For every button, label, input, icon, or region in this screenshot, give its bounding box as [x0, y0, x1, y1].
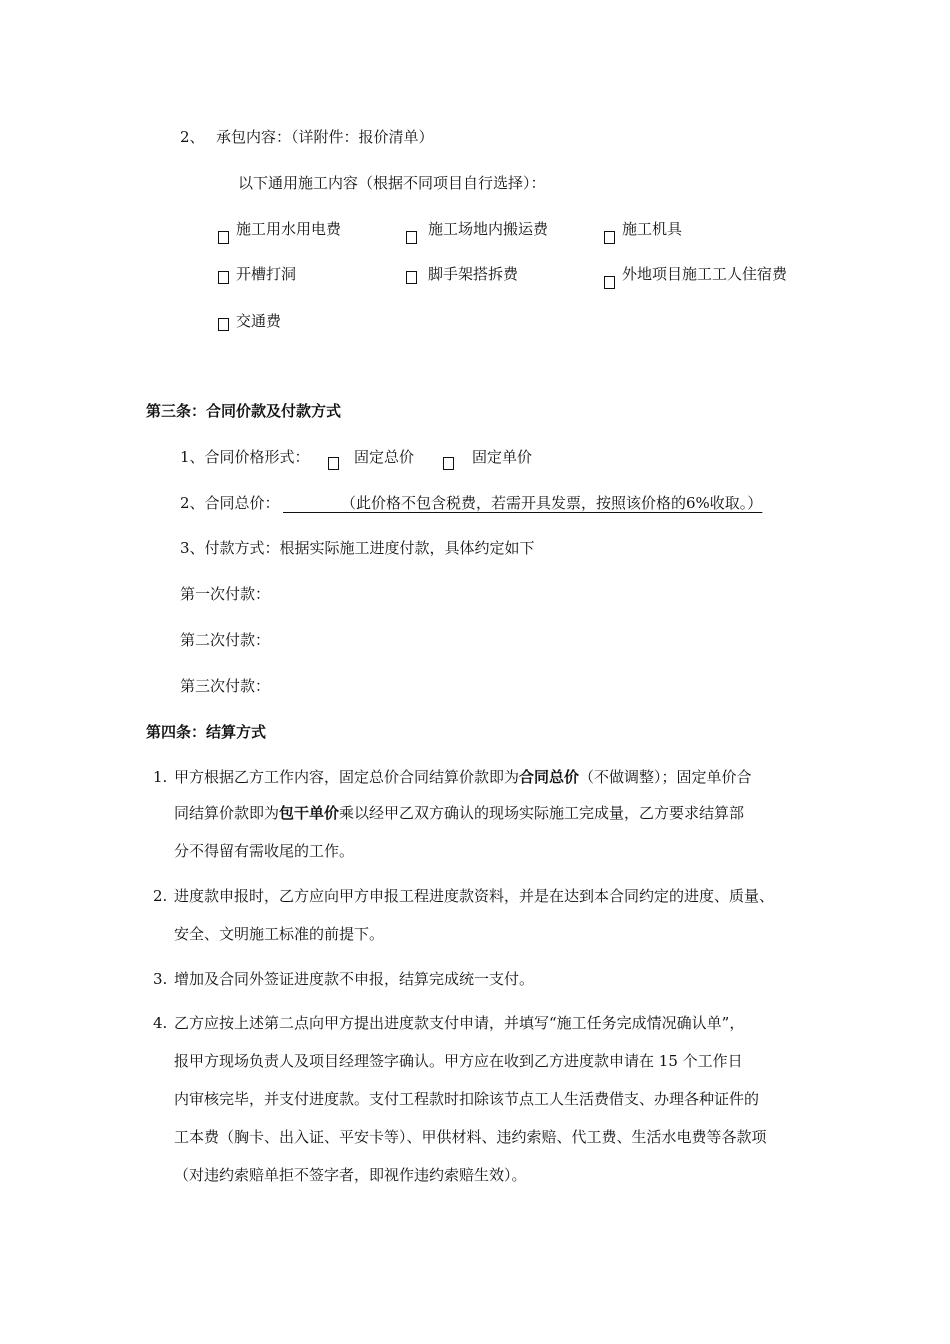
option-label: 交通费 — [236, 312, 282, 330]
item-number: 1. — [153, 768, 168, 786]
item-text: 增加及合同外签证进度款不申报，结算完成统一支付。 — [174, 970, 535, 988]
option-label: 施工场地内搬运费 — [428, 220, 549, 238]
checkbox-option-3[interactable] — [604, 231, 615, 244]
option-label: 固定单价 — [472, 448, 533, 466]
option-label: 施工用水用电费 — [236, 220, 342, 238]
item-text-emphasis: 合同总价 — [519, 768, 580, 786]
checkbox-option-4[interactable] — [218, 271, 229, 284]
payment-third: 第三次付款： — [180, 677, 271, 695]
checkbox-option-7[interactable] — [218, 318, 229, 331]
option-label: 外地项目施工工人住宿费 — [622, 265, 788, 283]
option-label: 开槽打洞 — [236, 265, 297, 283]
item-text-part: 甲方根据乙方工作内容，固定总价合同结算价款即为 — [174, 768, 520, 786]
item-text-part: （不做调整）；固定单价合 — [579, 768, 752, 786]
total-price-underline — [283, 512, 343, 513]
total-price-note: （此价格不包含税费，若需开具发票，按照该价格的6%收取。） — [341, 494, 763, 512]
item-text-part: 同结算价款即为 — [174, 804, 280, 822]
checkbox-option-2[interactable] — [406, 231, 417, 244]
article-heading: 第四条：结算方式 — [146, 723, 267, 741]
option-label: 施工机具 — [622, 220, 683, 238]
item-text — [174, 803, 744, 823]
item-text: 内审核完毕，并支付进度款。支付工程款时扣除该节点工人生活费借支、办理各种证件的 — [174, 1090, 760, 1108]
item-text: 工本费（胸卡、出入证、平安卡等）、甲供材料、违约索赔、代工费、生活水电费等各款项 — [174, 1128, 767, 1146]
checkbox-fixed-unit[interactable] — [443, 457, 454, 470]
item-text-part: 乘以经甲乙双方确认的现场实际施工完成量，乙方要求结算部 — [339, 804, 745, 822]
item-number: 4. — [153, 1014, 168, 1032]
item-text: 报甲方现场负责人及项目经理签字确认。甲方应在收到乙方进度款申请在 15 个工作日 — [174, 1052, 743, 1070]
item-text: 乙方应按上述第二点向甲方提出进度款支付申请，并填写“施工任务完成情况确认单”， — [174, 1014, 745, 1032]
checkbox-fixed-total[interactable] — [328, 457, 339, 470]
checkbox-option-6[interactable] — [604, 276, 615, 289]
total-price-field[interactable] — [283, 493, 807, 513]
total-price-label: 2、合同总价： — [180, 494, 280, 512]
payment-first: 第一次付款： — [180, 585, 271, 603]
payment-second: 第二次付款： — [180, 631, 271, 649]
item-text: 安全、文明施工标准的前提下。 — [174, 925, 385, 943]
item-text: 分不得留有需收尾的工作。 — [174, 842, 355, 860]
option-label: 固定总价 — [354, 448, 415, 466]
item-text-emphasis: 包干单价 — [279, 804, 340, 822]
section-number: 2、 — [180, 128, 205, 146]
article-heading: 第三条：合同价款及付款方式 — [146, 402, 342, 420]
payment-method: 3、付款方式：根据实际施工进度付款，具体约定如下 — [180, 539, 535, 557]
item-text: （对违约索赔单拒不签字者，即视作违约索赔生效）。 — [174, 1166, 527, 1184]
option-label: 脚手架搭拆费 — [428, 265, 519, 283]
item-text — [174, 767, 752, 787]
item-number: 3. — [153, 970, 168, 988]
item-text: 进度款申报时，乙方应向甲方申报工程进度款资料，并是在达到本合同约定的进度、质量、 — [174, 887, 775, 905]
section-title: 承包内容：（详附件：报价清单） — [216, 128, 434, 146]
item-number: 2. — [153, 887, 168, 905]
section-intro: 以下通用施工内容（根据不同项目自行选择）： — [238, 174, 546, 192]
checkbox-option-1[interactable] — [218, 231, 229, 244]
price-form-label: 1、合同价格形式： — [180, 448, 310, 466]
checkbox-option-5[interactable] — [406, 271, 417, 284]
